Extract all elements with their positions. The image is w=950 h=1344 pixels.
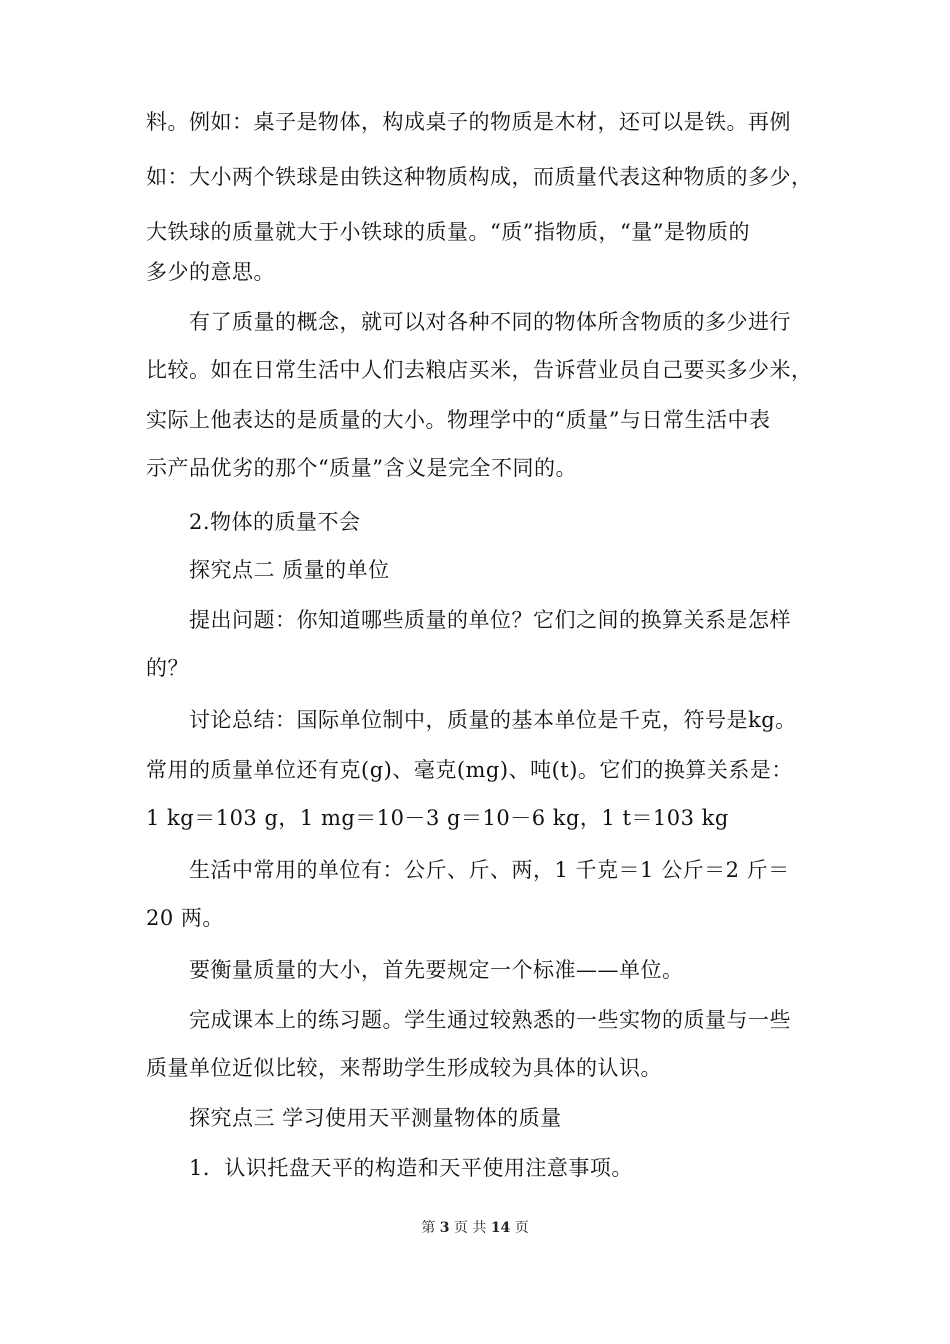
text-line-17: 20 两。 xyxy=(146,906,224,930)
footer-mid: 页 共 xyxy=(453,1220,487,1236)
text-line-22: 1．认识托盘天平的构造和天平使用注意事项。 xyxy=(189,1156,633,1180)
footer-page-number: 3 xyxy=(439,1220,450,1236)
footer-suffix: 页 xyxy=(514,1220,529,1236)
text-line-15: 1 kg＝103 g，1 mg＝10－3 g＝10－6 kg，1 t＝103 kg xyxy=(146,806,729,830)
footer-prefix: 第 xyxy=(421,1220,436,1236)
text-line-3: 大铁球的质量就大于小铁球的质量。“质”指物质，“量”是物质的 xyxy=(146,220,750,244)
text-line-4: 多少的意思。 xyxy=(146,260,275,284)
text-line-5: 有了质量的概念，就可以对各种不同的物体所含物质的多少进行 xyxy=(189,310,791,334)
section-heading-2: 探究点二 质量的单位 xyxy=(189,558,390,582)
footer-total-pages: 14 xyxy=(490,1220,511,1236)
text-line-6: 比较。如在日常生活中人们去粮店买米，告诉营业员自己要买多少米， xyxy=(146,358,813,382)
text-line-12: 的？ xyxy=(146,656,189,680)
page-footer xyxy=(0,1218,950,1238)
text-line-18: 要衡量质量的大小，首先要规定一个标准——单位。 xyxy=(189,958,684,982)
text-line-19: 完成课本上的练习题。学生通过较熟悉的一些实物的质量与一些 xyxy=(189,1008,791,1032)
text-line-2: 如：大小两个铁球是由铁这种物质构成，而质量代表这种物质的多少， xyxy=(146,165,813,189)
text-line-9: 2.物体的质量不会 xyxy=(189,510,361,534)
text-line-11: 提出问题：你知道哪些质量的单位？它们之间的换算关系是怎样 xyxy=(189,608,791,632)
text-line-14: 常用的质量单位还有克(g)、毫克(mg)、吨(t)。它们的换算关系是： xyxy=(146,758,793,782)
text-line-13: 讨论总结：国际单位制中，质量的基本单位是千克，符号是kg。 xyxy=(189,708,797,732)
text-line-16: 生活中常用的单位有：公斤、斤、两，1 千克＝1 公斤＝2 斤＝ xyxy=(189,858,790,882)
text-line-8: 示产品优劣的那个“质量”含义是完全不同的。 xyxy=(146,456,577,480)
text-line-1: 料。例如：桌子是物体，构成桌子的物质是木材，还可以是铁。再例 xyxy=(146,110,791,134)
text-line-20: 质量单位近似比较，来帮助学生形成较为具体的认识。 xyxy=(146,1056,662,1080)
section-heading-3: 探究点三 学习使用天平测量物体的质量 xyxy=(189,1106,562,1130)
text-line-7: 实际上他表达的是质量的大小。物理学中的“质量”与日常生活中表 xyxy=(146,408,771,432)
